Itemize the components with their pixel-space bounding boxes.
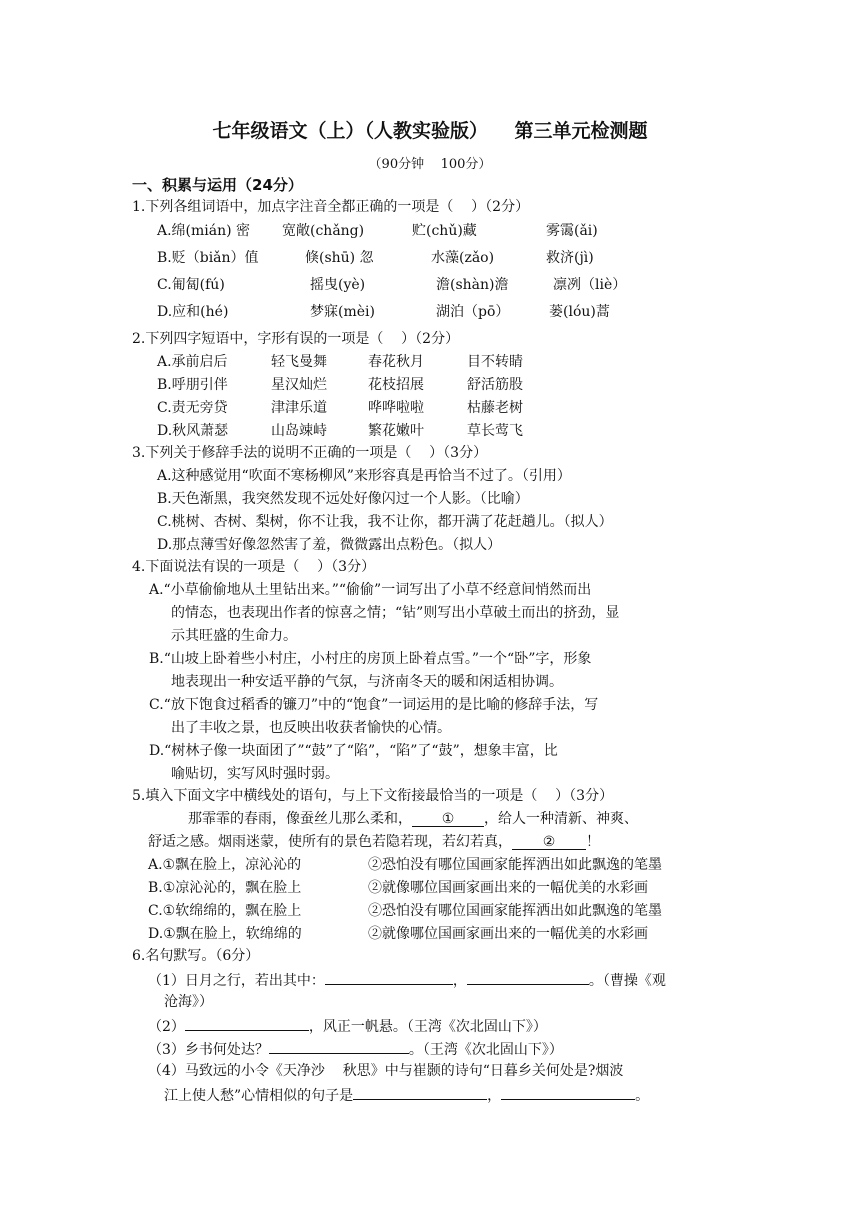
q5-option-b-1: B.①凉沁沁的，飘在脸上 (148, 880, 302, 896)
q6-item-1-text: 。（曹操《观 (588, 973, 666, 989)
q5-option-a-1: A.①飘在脸上，凉沁沁的 (148, 857, 302, 873)
q2-option-c-1: C.责无旁贷 (157, 400, 228, 416)
q2-option-a-2: 轻飞曼舞 (271, 354, 327, 370)
q2-option-a-4: 目不转睛 (467, 354, 523, 370)
q5-passage-text: ，给人一种清新、神爽、 (484, 811, 638, 827)
q6-item-3-text: （3）乡书何处达？ (148, 1042, 269, 1058)
q2-option-d-3: 繁花嫩叶 (368, 423, 424, 439)
q1-option-a-2: 宽敞(chǎng) (282, 223, 365, 239)
q3-option-b: B.天色渐黑，我突然发现不远处好像闪过一个人影。（比喻） (157, 491, 529, 507)
q1-option-d-2: 梦寐(mèi) (310, 304, 375, 320)
q1-option-b-3: 水藻(zǎo) (431, 250, 495, 266)
q1-option-c-2: 摇曳(yè) (310, 277, 366, 293)
q2-option-b-2: 星汉灿烂 (271, 377, 327, 393)
q6-item-4-line2 (164, 1085, 649, 1105)
q6-item-1 (148, 970, 666, 990)
q5-passage-text: 舒适之感。烟雨迷蒙，使所有的景色若隐若现，若幻若真， (148, 834, 512, 850)
q2-option-a-3: 春花秋月 (368, 354, 424, 370)
q1-option-a-3: 贮(chǔ)藏 (412, 223, 477, 239)
q5-option-c-2: ②恐怕没有哪位国画家能挥洒出如此飘逸的笔墨 (368, 903, 662, 919)
question-3-stem: 3.下列关于修辞手法的说明不正确的一项是（ ）（3分） (132, 445, 488, 461)
q6-item-2-text: （2） (148, 1019, 185, 1035)
q1-option-d-1: D.应和(hé) (157, 304, 229, 320)
q6-item-4-text: 江上使人愁”心情相似的句子是 (164, 1088, 354, 1104)
q6-item-1-blank-1[interactable] (325, 970, 453, 985)
q6-item-3-blank[interactable] (269, 1039, 409, 1054)
q3-option-a: A.这种感觉用“吹面不寒杨柳风”来形容真是再恰当不过了。（引用） (157, 468, 571, 484)
q6-item-4-text: ， (487, 1088, 502, 1104)
q6-item-2-text: ，风正一帆悬。（王湾《次北固山下》） (308, 1019, 547, 1035)
q6-item-2 (148, 1016, 547, 1036)
q2-option-c-2: 津津乐道 (271, 400, 327, 416)
q2-option-b-4: 舒活筋股 (467, 377, 523, 393)
q4-option-a-line3: 示其旺盛的生命力。 (171, 628, 297, 644)
q1-option-a-4: 雾霭(ǎi) (546, 223, 598, 239)
q1-option-a-1: A.绵(mián) 密 (157, 223, 251, 239)
q1-option-b-1: B.贬（biǎn）值 (157, 250, 259, 266)
q2-option-b-3: 花枝招展 (368, 377, 424, 393)
q6-item-3-text: 。（王湾《次北固山下》） (408, 1042, 563, 1058)
q1-option-b-2: 倏(shū) 忽 (305, 250, 374, 266)
q2-option-b-1: B.呼朋引伴 (157, 377, 228, 393)
q5-blank-1[interactable]: ① (412, 812, 484, 827)
q5-option-c-1: C.①软绵绵的，飘在脸上 (148, 903, 302, 919)
q4-option-c-line2: 出了丰收之景，也反映出收获者愉快的心情。 (171, 720, 451, 736)
q2-option-a-1: A.承前启后 (157, 354, 228, 370)
q4-option-b-line1: B.“山坡上卧着些小村庄，小村庄的房顶上卧着点雪。”一个“卧”字，形象 (149, 651, 592, 667)
q4-option-d-line2: 喻贴切，实写风时强时弱。 (171, 766, 339, 782)
question-4-stem: 4.下面说法有误的一项是（ ）（3分） (132, 559, 376, 575)
section-heading: 一、积累与运用（24分） (132, 176, 303, 194)
q1-option-c-4: 凛冽（liè） (553, 277, 627, 293)
q3-option-d: D.那点薄雪好像忽然害了羞，微微露出点粉色。（拟人） (157, 537, 502, 553)
q2-option-c-3: 哗哗啦啦 (368, 400, 424, 416)
q4-option-c-line1: C.“放下饱食过稻香的镰刀”中的“饱食”一词运用的是比喻的修辞手法，写 (149, 697, 599, 713)
q1-option-c-1: C.匍匐(fú) (157, 277, 225, 293)
q5-option-b-2: ②就像哪位国画家画出来的一幅优美的水彩画 (368, 880, 648, 896)
q2-option-d-1: D.秋风萧瑟 (157, 423, 229, 439)
q5-option-a-2: ②恐怕没有哪位国画家能挥洒出如此飘逸的笔墨 (368, 857, 662, 873)
q3-option-c: C.桃树、杏树、梨树，你不让我，我不让你，都开满了花赶趟儿。（拟人） (157, 514, 613, 530)
q6-item-4-blank-1[interactable] (353, 1085, 487, 1100)
page-title: 七年级语文（上）（人教实验版） 第三单元检测题 (212, 120, 648, 142)
q6-item-1-blank-2[interactable] (467, 970, 589, 985)
q1-option-d-3: 湖泊（pō） (436, 304, 510, 320)
exam-duration-score: （90分钟 100分） (368, 157, 492, 172)
q2-option-c-4: 枯藤老树 (467, 400, 523, 416)
q4-option-d-line1: D.“树林子像一块面团了”“鼓”了“陷”，“陷”了“鼓”，想象丰富，比 (149, 743, 558, 759)
q1-option-b-4: 救济(jì) (546, 250, 594, 266)
question-5-stem: 5.填入下面文字中横线处的语句，与上下文衔接最恰当的一项是（ ）（3分） (132, 788, 614, 804)
q2-option-d-4: 草长莺飞 (467, 423, 523, 439)
q4-option-a-line2: 的情态，也表现出作者的惊喜之情；“钻”则写出小草破土而出的挤劲，显 (171, 605, 620, 621)
question-1-stem: 1.下列各组词语中，加点字注音全都正确的一项是（ ）（2分） (132, 199, 530, 215)
q6-item-1-text: ， (452, 973, 467, 989)
question-6-stem: 6.名句默写。（6分） (132, 948, 260, 964)
q6-item-4-blank-2[interactable] (501, 1085, 635, 1100)
q6-item-2-blank[interactable] (185, 1016, 309, 1031)
q6-item-1-text: （1）日月之行，若出其中： (148, 973, 325, 989)
q5-passage-line1 (188, 810, 638, 828)
q5-option-d-1: D.①飘在脸上，软绵绵的 (148, 926, 302, 942)
q6-item-4-text: 。 (635, 1088, 650, 1104)
q5-blank-2[interactable]: ② (512, 835, 586, 850)
question-2-stem: 2.下列四字短语中，字形有误的一项是（ ）（2分） (132, 331, 460, 347)
q6-item-1-source: 沧海》） (164, 994, 213, 1010)
q5-passage-line2 (148, 833, 600, 851)
q1-option-d-4: 蒌(lóu)蒿 (549, 304, 610, 320)
q2-option-d-2: 山岛竦峙 (271, 423, 327, 439)
q4-option-b-line2: 地表现出一种安适平静的气氛，与济南冬天的暖和闲适相协调。 (171, 674, 563, 690)
q5-option-d-2: ②就像哪位国画家画出来的一幅优美的水彩画 (368, 926, 648, 942)
q5-passage-text: 那霏霏的春雨，像蚕丝儿那么柔和， (188, 811, 412, 827)
q5-passage-text: ！ (586, 834, 600, 850)
q1-option-c-3: 澹(shàn)澹 (436, 277, 509, 293)
q6-item-3 (148, 1039, 563, 1059)
q6-item-4-line1: （4）马致远的小令《天净沙 秋思》中与崔颢的诗句“日暮乡关何处是?烟波 (148, 1063, 624, 1079)
q4-option-a-line1: A.“小草偷偷地从土里钻出来。”“偷偷”一词写出了小草不经意间悄然而出 (149, 582, 592, 598)
